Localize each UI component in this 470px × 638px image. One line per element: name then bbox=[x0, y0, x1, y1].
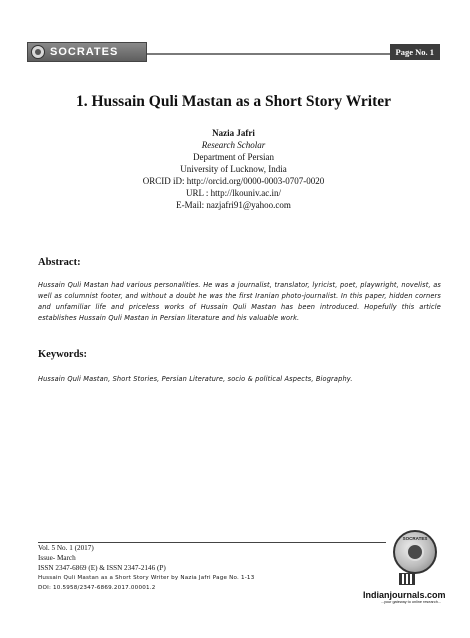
page-number-badge: Page No. 1 bbox=[390, 44, 440, 60]
author-university: University of Lucknow, India bbox=[180, 164, 287, 174]
keywords-text: Hussain Quli Mastan, Short Stories, Persian Literature, socio & political Aspects, Biography. bbox=[38, 375, 353, 383]
journal-seal-icon bbox=[393, 530, 437, 574]
author-block bbox=[27, 127, 440, 211]
indexer-logo bbox=[363, 572, 446, 604]
author-url-link[interactable]: URL : http://lkouniv.ac.in/ bbox=[185, 188, 282, 198]
footer-issue: Issue- March bbox=[38, 554, 76, 562]
footer-volume: Vol. 5 No. 1 (2017) bbox=[38, 544, 94, 552]
paper-page bbox=[27, 38, 446, 608]
abstract-text: Hussain Quli Mastan had various personalities. He was a journalist, translator, lyricist, poet, playwright, novelist, as well as columnist footer, and without a doubt he was the first Iranian photo-journalist. In this paper, hidden corners and unfamiliar life and priceless works of Hussain Quli Mastan has been introduced. Hopefully this article establishes Hussain Quli Mastan in Persian literature and his valuable work. bbox=[38, 281, 441, 322]
indexer-tagline: ...your gateway to online research... bbox=[380, 600, 441, 604]
author-department: Department of Persian bbox=[193, 152, 274, 162]
seal-label: SOCRATES bbox=[402, 536, 428, 541]
abstract-heading: Abstract: bbox=[38, 257, 81, 268]
keywords-heading: Keywords: bbox=[38, 349, 87, 360]
footer-citation: Hussain Quli Mastan as a Short Story Writer by Nazia Jafri Page No. 1-13 bbox=[38, 575, 255, 581]
indexer-icon bbox=[399, 573, 415, 585]
author-name: Nazia Jafri bbox=[212, 128, 255, 138]
paper-title: 1. Hussain Quli Mastan as a Short Story Writer bbox=[75, 93, 392, 110]
footer-doi[interactable]: DOI: 10.5958/2347-6869.2017.00001.2 bbox=[38, 585, 156, 591]
logo-text: SOCRATES bbox=[50, 46, 119, 58]
indexer-name: Indianjournals.com bbox=[363, 590, 446, 600]
globe-icon bbox=[31, 45, 45, 59]
author-orcid-link[interactable]: ORCID iD: http://orcid.org/0000-0003-0707-0020 bbox=[142, 176, 325, 186]
footer-info bbox=[38, 543, 254, 593]
journal-logo bbox=[27, 42, 147, 62]
footer-issn: ISSN 2347-6869 (E) & ISSN 2347-2146 (P) bbox=[38, 564, 166, 572]
author-email-link[interactable]: E-Mail: nazjafri91@yahoo.com bbox=[176, 200, 291, 210]
author-role: Research Scholar bbox=[201, 140, 266, 150]
